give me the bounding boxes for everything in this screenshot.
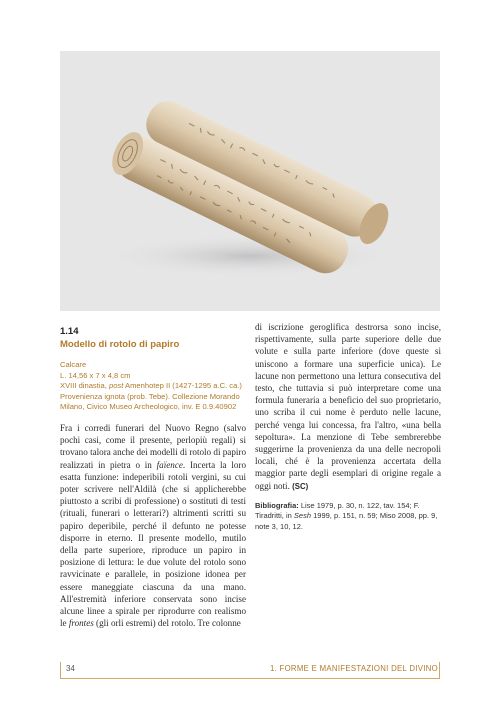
right-p1: di iscrizione geroglifica destrorsa sono incise, rispettivamente, sulla parte superiore delle due volute e sulla parte inferiore (dove queste si uniscono a formare una superficie unica). Le lacune non permettono una lettura consecutiva del testo, che tuttavia si può interpretare come una formula funeraria a beneficio del suo proprietario, uno scriba il cui nome è perduto nelle lacune, perché venga lui concessa, fra l'altro, «una bella sepoltura». La menzione di Tebe sembrerebbe suggerirne la provenienza da una delle necropoli locali, ché è la provenienza accertata della maggior parte degli esemplari di origine regale a oggi noti.	[255, 322, 441, 491]
collection: Milano, Civico Museo Archeologico, inv. E 0.9.40902	[60, 402, 237, 412]
bibliography-a: Lise 1979, p. 30, n. 122, tav. 154; F. Tiradritti, in	[255, 500, 420, 521]
right-column	[255, 321, 441, 532]
dating	[60, 381, 246, 392]
provenance: Provenienza ignota (prob. Tebe). Collezione Morando	[60, 391, 240, 401]
footer-tick-right	[439, 662, 440, 678]
page-number: 34	[66, 664, 75, 673]
bibliography-b: 1999, p. 151, n. 59; Miso 2008, pp. 9, note 3, 10, 12.	[255, 511, 438, 531]
running-head: 1. FORME E MANIFESTAZIONI DEL DIVINO	[269, 664, 438, 673]
dating-suffix: Amenhotep II (1427-1295 a.C. ca.)	[123, 381, 242, 391]
catalog-number: 1.14	[60, 326, 79, 337]
left-frontes: frontes	[68, 618, 94, 629]
dating-prefix: XVIII dinastia,	[60, 381, 109, 391]
description-right	[255, 321, 441, 493]
author-signature: (SC)	[292, 481, 309, 491]
left-p3: (gli orli estremi) del rotolo. Tre colonne	[93, 618, 241, 629]
bibliography	[255, 501, 441, 532]
dimensions: L. 14,56 x 7 x 4,8 cm	[60, 370, 131, 380]
catalog-metadata	[60, 360, 246, 413]
description-left	[60, 422, 246, 629]
left-faience: faïence	[156, 459, 183, 470]
footer-rule	[60, 678, 440, 679]
left-p2: . Incerta la loro esatta funzione: indeperibili rotoli vergini, su cui poter scrivere nell'Aldilà (che si applicherebbe piuttosto a scribi di professione) o sostituti di testi (rituali, funerari o letterari?) altrimenti scritti su papiro deperibile, perché il defunto ne potesse disporre in eterno. Il presente modello, mutilo della parte superiore, riproduce un papiro in posizione di lettura: le due volute del rotolo sono ravvicinate e parallele, in posizione idonea per essere maneggiate ciascuna da una mano. All'estremità inferiore conservata sono incise alcune linee a spirale per riprodurre con realismo le	[60, 459, 247, 629]
catalog-title: Modello di rotolo di papiro	[60, 339, 180, 350]
left-column	[60, 326, 246, 629]
object-photo	[60, 51, 440, 311]
bibliography-sesh: Sesh	[293, 511, 312, 521]
left-p1: Fra i corredi funerari del Nuovo Regno (salvo pochi casi, come il presente, perlopiù regali) si trovano talora anche dei modelli di rotolo di papiro realizzati in pietra o in	[60, 422, 246, 470]
dating-post: post	[108, 381, 124, 391]
bibliography-label: Bibliografia:	[255, 500, 299, 510]
papyrus-roll-model-image	[60, 51, 440, 311]
footer-tick-left	[60, 662, 61, 678]
material: Calcare	[60, 360, 87, 369]
